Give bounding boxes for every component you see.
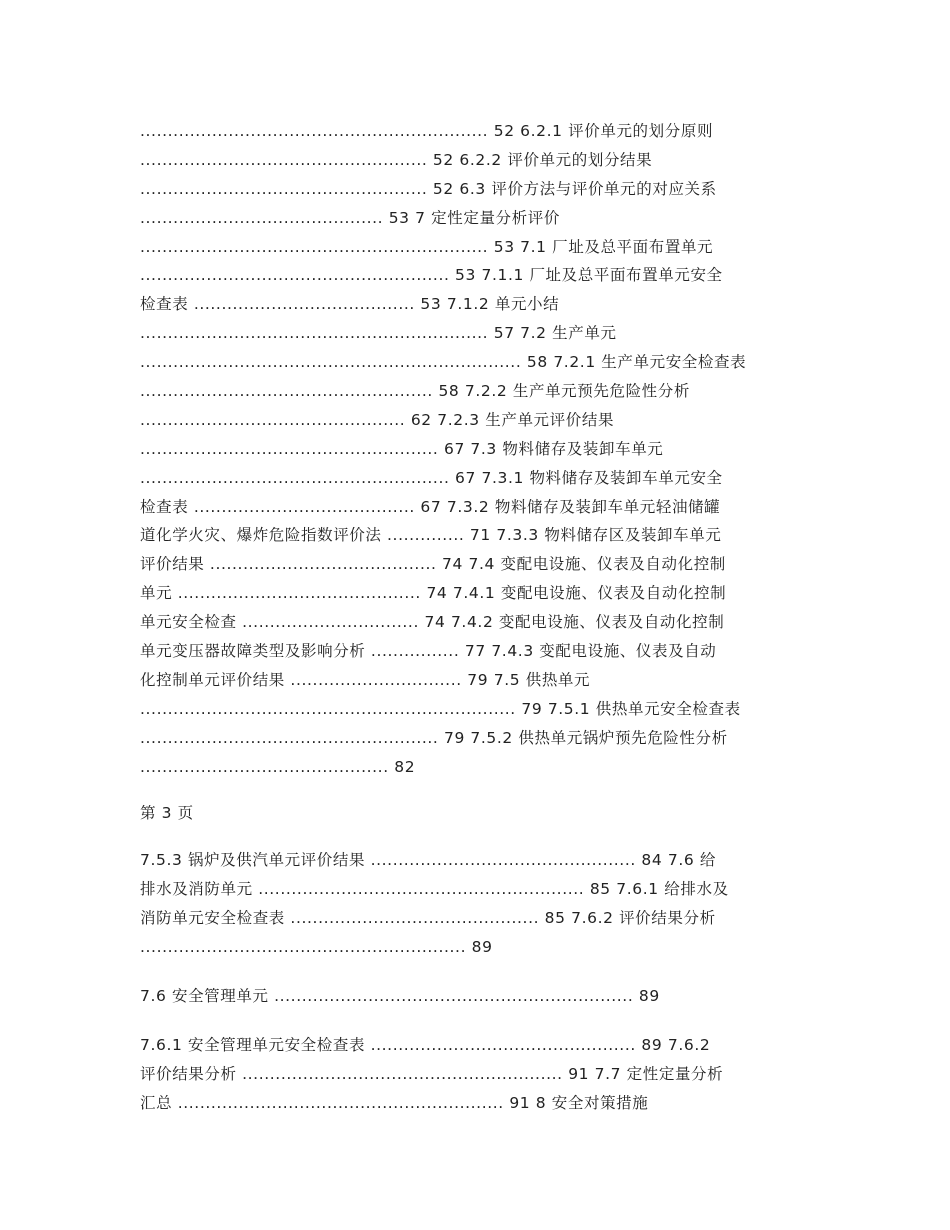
toc-line: 检查表 ........................................ 53 7.1.2 单元小结 [140,295,560,314]
toc-line: ...................................................... 67 7.3 物料储存及装卸车单元 [140,439,664,458]
toc-block-4 [140,1031,820,1118]
toc-line: ............................................ 53 7 定性定量分析评价 [140,208,560,227]
toc-line: ..................................................................... 58 7.2.1 生产单元安全检查表 [140,353,747,372]
toc-line: 汇总 ........................................................... 91 8 安全对策措施 [140,1093,649,1112]
toc-line: ...................................................... 79 7.5.2 供热单元锅炉预先危险性分析 [140,728,728,747]
toc-line: ............................................. 82 [140,757,416,776]
toc-line: ........................................................ 53 7.1.1 厂址及总平面布置单元安全 [140,266,723,285]
toc-line: 检查表 ........................................ 67 7.3.2 物料储存及装卸车单元轻油储罐 [140,497,721,516]
toc-line: 评价结果 ......................................... 74 7.4 变配电设施、仪表及自动化控制 [140,555,726,574]
toc-line: ............................................................... 52 6.2.1 评价单元的划分原则 [140,122,714,140]
toc-block-1 [140,117,820,781]
document-page [140,117,820,1118]
page-marker-block [140,799,820,828]
toc-line: 评价结果分析 .......................................................... 91 7.7 定性定量分析 [140,1064,724,1083]
toc-line: 7.5.3 锅炉及供汽单元评价结果 ................................................ 84 7.6 给 [140,851,716,870]
toc-line: 7.6.1 安全管理单元安全检查表 ................................................ 89 7.6.2 [140,1035,711,1054]
toc-line: ................................................ 62 7.2.3 生产单元评价结果 [140,410,615,429]
toc-line: .................................................... 52 6.2.2 评价单元的划分结果 [140,150,653,169]
toc-block-3 [140,982,820,1011]
toc-line: ............................................................... 53 7.1 厂址及总平面布置单元 [140,237,714,256]
toc-block-2 [140,846,820,962]
toc-line: ..................................................... 58 7.2.2 生产单元预先危险性分析 [140,382,690,401]
toc-line: ............................................................... 57 7.2 生产单元 [140,324,617,343]
toc-line: 排水及消防单元 ........................................................... 85 7.6.1 给排水及 [140,880,729,899]
toc-line: .................................................................... 79 7.5.1 供热单元安全检查表 [140,699,741,718]
toc-line: 单元 ............................................ 74 7.4.1 变配电设施、仪表及自动化控制 [140,584,727,603]
toc-line: 单元安全检查 ................................ 74 7.4.2 变配电设施、仪表及自动化控制 [140,613,725,632]
toc-line: .................................................... 52 6.3 评价方法与评价单元的对应关系 [140,179,717,198]
toc-line: 7.6 安全管理单元 ................................................................. 89 [140,986,660,1005]
page-marker: 第 3 页 [140,804,194,823]
toc-line: 道化学火灾、爆炸危险指数评价法 .............. 71 7.3.3 物料储存区及装卸车单元 [140,526,722,545]
toc-line: 消防单元安全检查表 ............................................. 85 7.6.2 评价结果分析 [140,909,716,928]
toc-line: ........................................................ 67 7.3.1 物料储存及装卸车单元安全 [140,468,723,487]
toc-line: 单元变压器故障类型及影响分析 ................ 77 7.4.3 变配电设施、仪表及自动 [140,642,717,661]
toc-line: 化控制单元评价结果 ............................... 79 7.5 供热单元 [140,670,591,689]
toc-line: ........................................................... 89 [140,938,493,957]
